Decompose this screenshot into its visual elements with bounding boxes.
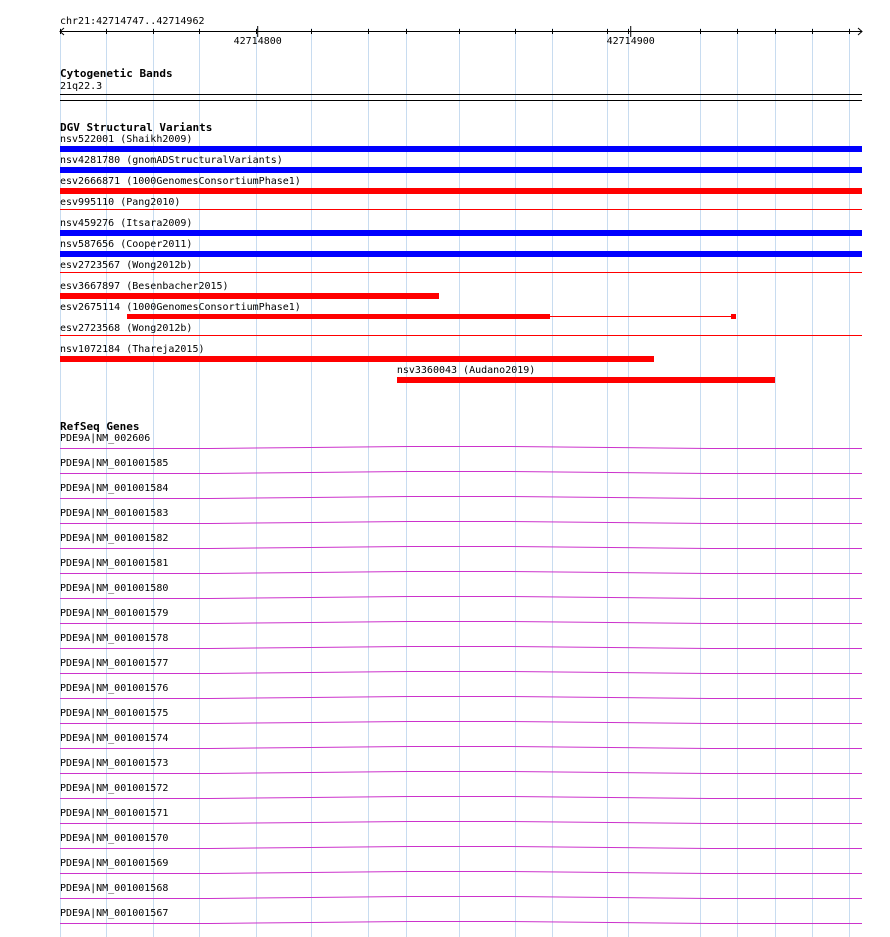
refseq-transcript-intron[interactable] [0,893,890,901]
refseq-transcript-label[interactable]: PDE9A|NM_001001576 [60,683,169,694]
ruler-tick-label: 42714800 [233,36,282,47]
refseq-transcript-intron[interactable] [0,493,890,501]
track-title-dgv: DGV Structural Variants [60,121,213,134]
dgv-feature-label[interactable]: esv2723567 (Wong2012b) [60,260,193,271]
refseq-intron-line [60,922,862,924]
refseq-transcript-intron[interactable] [0,618,890,626]
refseq-intron-line [60,747,862,749]
dgv-feature-label[interactable]: nsv1072184 (Thareja2015) [60,344,205,355]
refseq-transcript-intron[interactable] [0,668,890,676]
refseq-transcript-label[interactable]: PDE9A|NM_001001580 [60,583,169,594]
dgv-feature-label[interactable]: nsv459276 (Itsara2009) [60,218,193,229]
refseq-transcript-intron[interactable] [0,818,890,826]
refseq-transcript-intron[interactable] [0,918,890,926]
refseq-transcript-intron[interactable] [0,543,890,551]
ruler-tick-label: 42714900 [606,36,655,47]
dgv-feature-bar[interactable] [60,167,862,173]
dgv-feature-bar[interactable] [60,146,862,152]
refseq-transcript-label[interactable]: PDE9A|NM_001001571 [60,808,169,819]
refseq-transcript-intron[interactable] [0,843,890,851]
dgv-feature-block[interactable] [731,314,736,319]
refseq-transcript-intron[interactable] [0,568,890,576]
refseq-transcript-intron[interactable] [0,593,890,601]
dgv-feature-label[interactable]: esv2723568 (Wong2012b) [60,323,193,334]
dgv-feature-label[interactable]: nsv3360043 (Audano2019) [396,365,536,376]
cytoband-track-line-lower [60,100,862,101]
dgv-feature-connector [550,316,734,317]
refseq-transcript-label[interactable]: PDE9A|NM_001001570 [60,833,169,844]
dgv-feature-label[interactable]: esv995110 (Pang2010) [60,197,181,208]
dgv-feature-label[interactable]: nsv4281780 (gnomADStructuralVariants) [60,155,283,166]
refseq-transcript-label[interactable]: PDE9A|NM_001001583 [60,508,169,519]
dgv-feature-bar[interactable] [60,335,862,336]
cytoband-track-line[interactable] [60,94,862,95]
refseq-transcript-intron[interactable] [0,643,890,651]
refseq-intron-line [60,597,862,599]
dgv-feature-bar[interactable] [60,356,654,362]
refseq-transcript-label[interactable]: PDE9A|NM_001001567 [60,908,169,919]
refseq-intron-line [60,622,862,624]
refseq-transcript-label[interactable]: PDE9A|NM_001001575 [60,708,169,719]
dgv-feature-bar[interactable] [60,293,439,299]
refseq-transcript-label[interactable]: PDE9A|NM_001001584 [60,483,169,494]
dgv-feature-bar[interactable] [60,230,862,236]
refseq-transcript-label[interactable]: PDE9A|NM_001001568 [60,883,169,894]
refseq-transcript-intron[interactable] [0,743,890,751]
dgv-feature-label[interactable]: esv2675114 (1000GenomesConsortiumPhase1) [60,302,301,313]
dgv-feature-label[interactable]: nsv587656 (Cooper2011) [60,239,193,250]
cytoband-label: 21q22.3 [60,81,103,92]
dgv-feature-bar[interactable] [60,251,862,257]
refseq-transcript-label[interactable]: PDE9A|NM_001001577 [60,658,169,669]
refseq-transcript-intron[interactable] [0,518,890,526]
dgv-feature-bar[interactable] [60,272,862,273]
refseq-transcript-intron[interactable] [0,693,890,701]
refseq-intron-line [60,897,862,899]
dgv-feature-label[interactable]: nsv522001 (Shaikh2009) [60,134,193,145]
track-title-cytobands: Cytogenetic Bands [60,67,173,80]
refseq-transcript-intron[interactable] [0,793,890,801]
refseq-intron-line [60,472,862,474]
dgv-feature-bar[interactable] [60,188,862,194]
refseq-transcript-intron[interactable] [0,768,890,776]
refseq-intron-line [60,447,862,449]
refseq-transcript-label[interactable]: PDE9A|NM_001001569 [60,858,169,869]
refseq-transcript-label[interactable]: PDE9A|NM_001001578 [60,633,169,644]
dgv-feature-bar[interactable] [60,209,862,210]
refseq-transcript-label[interactable]: PDE9A|NM_001001582 [60,533,169,544]
refseq-intron-line [60,572,862,574]
refseq-transcript-label[interactable]: PDE9A|NM_001001581 [60,558,169,569]
refseq-intron-line [60,497,862,499]
refseq-transcript-intron[interactable] [0,443,890,451]
refseq-transcript-label[interactable]: PDE9A|NM_001001579 [60,608,169,619]
refseq-intron-line [60,772,862,774]
refseq-intron-line [60,872,862,874]
refseq-transcript-label[interactable]: PDE9A|NM_001001572 [60,783,169,794]
refseq-intron-line [60,847,862,849]
refseq-intron-line [60,522,862,524]
refseq-transcript-label[interactable]: PDE9A|NM_001001574 [60,733,169,744]
refseq-intron-line [60,647,862,649]
refseq-intron-line [60,822,862,824]
refseq-transcript-intron[interactable] [0,718,890,726]
refseq-intron-line [60,797,862,799]
refseq-transcript-label[interactable]: PDE9A|NM_002606 [60,433,151,444]
refseq-transcript-intron[interactable] [0,868,890,876]
refseq-intron-line [60,722,862,724]
locus-label: chr21:42714747..42714962 [60,16,205,27]
refseq-transcript-intron[interactable] [0,468,890,476]
refseq-intron-line [60,672,862,674]
refseq-intron-line [60,697,862,699]
dgv-feature-bar[interactable] [397,377,776,383]
dgv-feature-label[interactable]: esv3667897 (Besenbacher2015) [60,281,229,292]
dgv-feature-bar[interactable] [127,314,550,319]
refseq-transcript-label[interactable]: PDE9A|NM_001001585 [60,458,169,469]
refseq-intron-line [60,547,862,549]
refseq-transcript-label[interactable]: PDE9A|NM_001001573 [60,758,169,769]
track-title-refseq: RefSeq Genes [60,420,140,433]
dgv-feature-label[interactable]: esv2666871 (1000GenomesConsortiumPhase1) [60,176,301,187]
